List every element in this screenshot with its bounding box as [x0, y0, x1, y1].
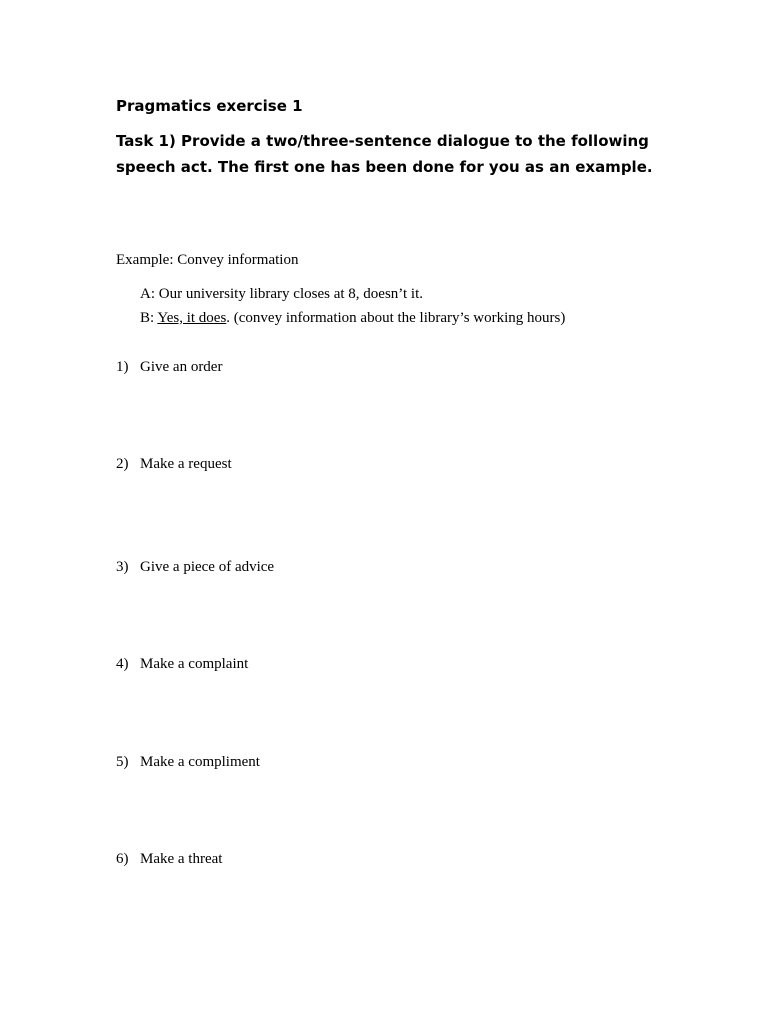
- example-line-b-prefix: B:: [140, 310, 158, 326]
- example-line-a: [140, 284, 423, 304]
- example-line-b: [140, 308, 565, 328]
- task-instructions: Task 1) Provide a two/three-sentence dialogue to the following speech act. The first one has been done for you as an example.: [116, 132, 653, 176]
- list-item-number: 1): [116, 359, 129, 375]
- list-item-number: 4): [116, 656, 129, 672]
- list-item-text: Make a request: [140, 456, 232, 472]
- list-item-text: Make a compliment: [140, 754, 260, 770]
- list-item-number: 2): [116, 456, 129, 472]
- list-item-number: 6): [116, 851, 129, 867]
- list-item-number: 5): [116, 754, 129, 770]
- example-line-a-text: A: Our university library closes at 8, doesn’t it.: [140, 286, 424, 302]
- example-label: Example: Convey information: [116, 252, 299, 268]
- list-item-number: 3): [116, 559, 129, 575]
- document-title: Pragmatics exercise 1: [116, 97, 303, 115]
- list-item-text: Give an order: [140, 359, 223, 375]
- example-line-b-suffix: . (convey information about the library’s working hours): [226, 310, 566, 326]
- list-item-text: Make a complaint: [140, 656, 249, 672]
- list-item-text: Make a threat: [140, 851, 223, 867]
- example-line-b-answer: Yes, it does: [157, 310, 227, 326]
- list-item-text: Give a piece of advice: [140, 559, 275, 575]
